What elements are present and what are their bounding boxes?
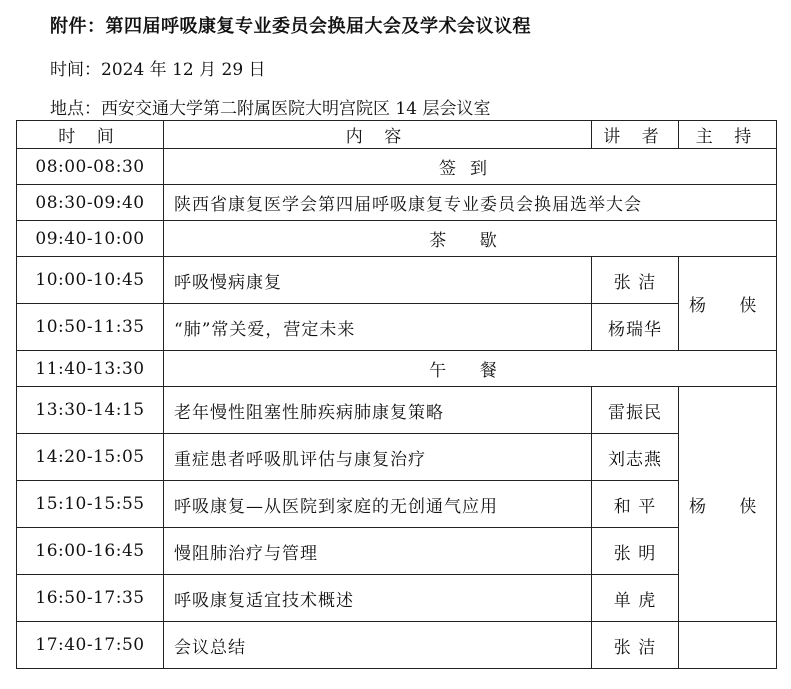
row-content: 重症患者呼吸肌评估与康复治疗: [164, 434, 592, 481]
host-cell: 杨 侠: [679, 257, 777, 351]
row-content: “肺”常关爱，营定未来: [164, 304, 592, 351]
row-content: 老年慢性阻塞性肺疾病肺康复策略: [164, 387, 592, 434]
table-row: [17, 221, 777, 257]
row-content: 茶 歇: [164, 221, 777, 257]
row-content: 陕西省康复医学会第四届呼吸康复专业委员会换届选举大会: [164, 185, 777, 221]
row-speaker: 杨瑞华: [592, 304, 679, 351]
table-row: [17, 622, 777, 669]
row-time: 09:40-10:00: [17, 221, 164, 257]
host-cell: 杨 侠: [679, 387, 777, 622]
table-row: [17, 149, 777, 185]
table-row: [17, 387, 777, 434]
row-speaker: 单 虎: [592, 575, 679, 622]
row-content: 呼吸慢病康复: [164, 257, 592, 304]
row-time: 14:20-15:05: [17, 434, 164, 481]
table-row: [17, 528, 777, 575]
table-row: [17, 434, 777, 481]
table-header-row: [17, 121, 777, 149]
table-row: [17, 185, 777, 221]
row-time: 15:10-15:55: [17, 481, 164, 528]
row-content: 会议总结: [164, 622, 592, 669]
row-time: 10:50-11:35: [17, 304, 164, 351]
table-row: [17, 351, 777, 387]
row-time: 11:40-13:30: [17, 351, 164, 387]
row-time: 17:40-17:50: [17, 622, 164, 669]
header-speaker: 讲 者: [592, 121, 679, 149]
header-time: 时 间: [17, 121, 164, 149]
row-speaker: 张 明: [592, 528, 679, 575]
row-time: 10:00-10:45: [17, 257, 164, 304]
row-speaker: 和 平: [592, 481, 679, 528]
row-speaker: 雷振民: [592, 387, 679, 434]
meeting-time: 时间：2024 年 12 月 29 日: [50, 60, 266, 80]
row-content: 午 餐: [164, 351, 777, 387]
row-content: 呼吸康复适宜技术概述: [164, 575, 592, 622]
table-row: [17, 304, 777, 351]
row-time: 16:00-16:45: [17, 528, 164, 575]
schedule-table: [16, 120, 777, 669]
row-content: 呼吸康复—从医院到家庭的无创通气应用: [164, 481, 592, 528]
page-title: 附件：第四届呼吸康复专业委员会换届大会及学术会议议程: [50, 16, 531, 37]
row-time: 08:30-09:40: [17, 185, 164, 221]
header-host: 主 持: [679, 121, 777, 149]
row-time: 13:30-14:15: [17, 387, 164, 434]
row-speaker: 张 洁: [592, 257, 679, 304]
header-content: 内 容: [164, 121, 592, 149]
row-content: 签到: [164, 149, 777, 185]
row-content: 慢阻肺治疗与管理: [164, 528, 592, 575]
row-speaker: 张 洁: [592, 622, 679, 669]
row-time: 08:00-08:30: [17, 149, 164, 185]
meeting-location: 地点：西安交通大学第二附属医院大明宫院区 14 层会议室: [50, 99, 491, 119]
row-time: 16:50-17:35: [17, 575, 164, 622]
host-cell-empty: [679, 622, 777, 669]
table-row: [17, 481, 777, 528]
table-row: [17, 575, 777, 622]
row-speaker: 刘志燕: [592, 434, 679, 481]
table-row: [17, 257, 777, 304]
